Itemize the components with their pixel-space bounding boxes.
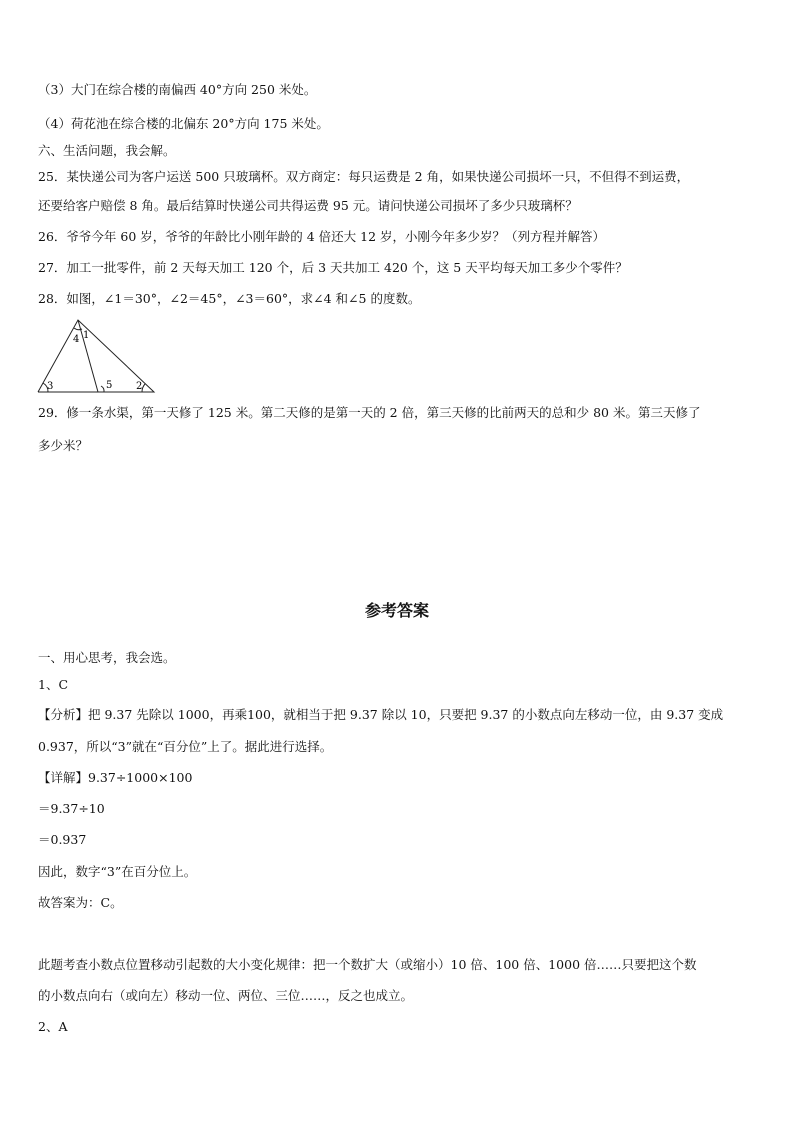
angle-label-3: 3: [47, 381, 54, 392]
summary-line2: 的小数点向右（或向左）移动一位、两位、三位……，反之也成立。: [38, 988, 414, 1003]
line-q4: （4）荷花池在综合楼的北偏东 20°方向 175 米处。: [38, 116, 329, 131]
answer-1: 1、C: [38, 677, 69, 692]
q27: 27．加工一批零件，前 2 天每天加工 120 个，后 3 天共加工 420 个，这 5 天平均每天加工多少个零件？: [38, 260, 628, 275]
final-answer-line: 故答案为：C。: [38, 895, 123, 910]
line-q3: （3）大门在综合楼的南偏西 40°方向 250 米处。: [38, 82, 317, 97]
q29-line1: 29．修一条水渠，第一天修了 125 米。第二天修的是第一天的 2 倍，第三天修的比前两天的总和少 80 米。第三天修了: [38, 405, 701, 420]
answer-title: 参考答案: [364, 601, 429, 620]
angle-arc-2: [142, 384, 145, 392]
analysis-line2: 0.937，所以“3”就在“百分位”上了。据此进行选择。: [38, 739, 333, 754]
summary-line1: 此题考查小数点位置移动引起数的大小变化规律：把一个数扩大（或缩小）10 倍、100 倍、1000 倍……只要把这个数: [38, 957, 697, 972]
triangle-figure: [36, 318, 160, 396]
q25-line2: 还要给客户赔偿 8 角。最后结算时快递公司共得运费 95 元。请问快递公司损坏了多少只玻璃杯？: [38, 198, 578, 213]
detail-line3: ＝0.937: [38, 832, 87, 847]
detail-line1: 【详解】9.37÷1000×100: [38, 770, 193, 785]
q29-line2: 多少米？: [38, 438, 89, 453]
answer-2: 2、A: [38, 1019, 68, 1034]
conclusion-line: 因此，数字“3”在百分位上。: [38, 864, 197, 879]
angle-label-2: 2: [136, 381, 143, 392]
angle-label-4: 4: [73, 334, 80, 345]
angle-label-5: 5: [106, 380, 113, 391]
q25-line1: 25．某快递公司为客户运送 500 只玻璃杯。双方商定：每只运费是 2 角，如果快递公司损坏一只，不但得不到运费，: [38, 169, 690, 184]
section-heading-six: 六、生活问题，我会解。: [38, 143, 176, 158]
answers-section-heading: 一、用心思考，我会选。: [38, 650, 176, 665]
q28: 28．如图，∠1＝30°，∠2＝45°，∠3＝60°，求∠4 和∠5 的度数。: [38, 291, 421, 306]
angle-arc-5: [101, 386, 104, 392]
detail-line2: ＝9.37÷10: [38, 801, 105, 816]
q26: 26．爷爷今年 60 岁，爷爷的年龄比小刚年龄的 4 倍还大 12 岁，小刚今年多少岁？（列方程并解答）: [38, 229, 606, 244]
analysis-line1: 【分析】把 9.37 先除以 1000，再乘100，就相当于把 9.37 除以 10，只要把 9.37 的小数点向左移动一位，由 9.37 变成: [38, 707, 724, 722]
angle-label-1: 1: [83, 330, 90, 341]
